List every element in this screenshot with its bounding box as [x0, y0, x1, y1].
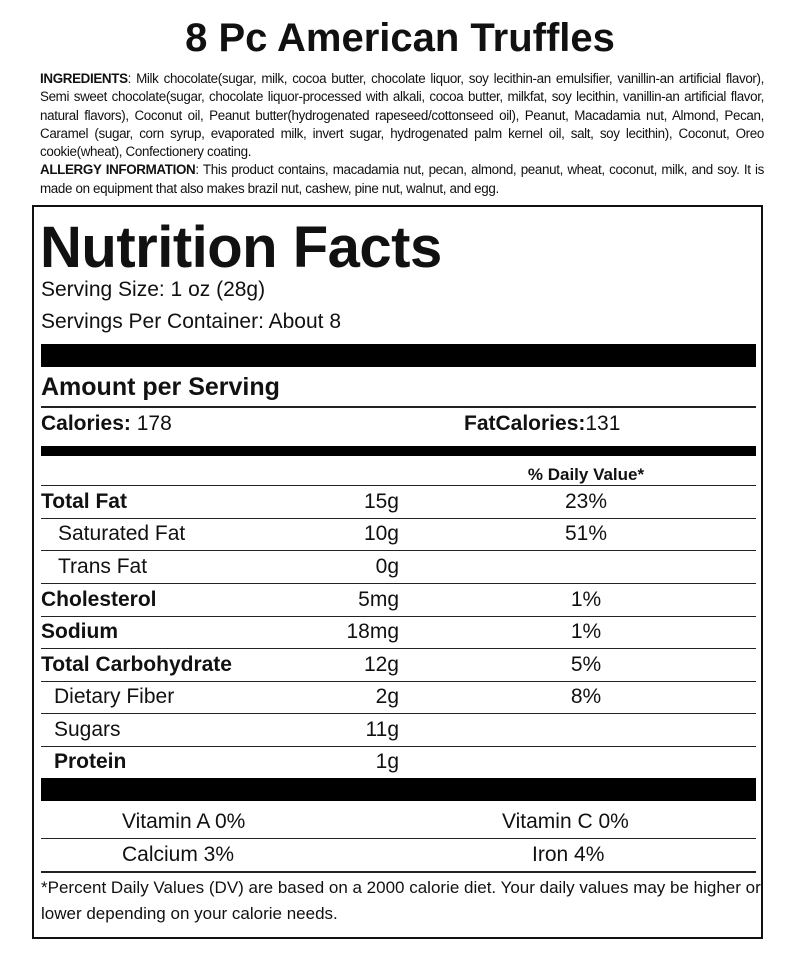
nutrient-amount-dietary-fiber: 2g: [375, 685, 399, 708]
vitamin-a: Vitamin A 0%: [122, 810, 246, 833]
nutrient-name-cholesterol: Cholesterol: [41, 588, 157, 611]
divider: [41, 406, 756, 408]
nutrient-amount-sodium: 18mg: [346, 620, 399, 643]
divider: [41, 550, 756, 551]
divider: [41, 518, 756, 519]
nutrient-name-saturated-fat: Saturated Fat: [58, 522, 186, 545]
calories-label: Calories:: [41, 412, 131, 435]
nutrient-name-total-carbohydrate: Total Carbohydrate: [41, 653, 232, 676]
daily-value-footnote: *Percent Daily Values (DV) are based on a 2000 calorie diet. Your daily values may be higher or lower depending on your calorie needs.: [41, 878, 761, 923]
nutrient-amount-total-carbohydrate: 12g: [363, 653, 399, 676]
thick-divider: [41, 344, 756, 367]
iron: Iron 4%: [532, 843, 605, 866]
divider: [41, 871, 756, 873]
nutrition-facts-panel: [32, 205, 763, 939]
ingredients-label: INGREDIENTS: [40, 71, 128, 86]
fat-calories-label: FatCalories:: [464, 412, 586, 435]
calories-row: [41, 411, 172, 437]
nutrient-dv-cholesterol: 1%: [570, 588, 602, 611]
nutrient-name-total-fat: Total Fat: [41, 490, 127, 513]
allergy-label: ALLERGY INFORMATION: [40, 162, 196, 178]
allergy-text: : This product contains, macadamia nut, pecan, almond, peanut, wheat, coconut, milk, and soy. It is made on equipment that also makes brazil nut, cashew, pine nut, walnut, and egg.: [40, 162, 765, 196]
divider: [41, 485, 756, 486]
ingredients-block: [40, 70, 764, 198]
nutrient-amount-saturated-fat: 10g: [363, 522, 399, 545]
nutrition-facts-heading: Nutrition Facts: [40, 215, 442, 280]
nutrient-amount-cholesterol: 5mg: [358, 588, 399, 611]
nutrient-name-sugars: Sugars: [54, 718, 121, 741]
nutrient-amount-total-fat: 15g: [363, 490, 399, 513]
nutrient-amount-sugars: 11g: [365, 718, 399, 741]
divider: [41, 838, 756, 839]
nutrient-amount-protein: 1g: [375, 750, 399, 773]
divider: [41, 583, 756, 584]
calories-value: 178: [136, 412, 172, 435]
nutrient-dv-saturated-fat: 51%: [564, 522, 608, 545]
divider: [41, 746, 756, 747]
divider: [41, 648, 756, 649]
nutrient-dv-sodium: 1%: [570, 620, 602, 643]
nutrient-name-dietary-fiber: Dietary Fiber: [54, 685, 175, 708]
vitamin-c: Vitamin C 0%: [502, 810, 629, 833]
medium-divider: [41, 446, 756, 456]
servings-per-container: Servings Per Container: About 8: [41, 310, 342, 333]
nutrient-name-sodium: Sodium: [41, 620, 118, 643]
daily-value-header: % Daily Value*: [527, 465, 645, 484]
nutrient-name-protein: Protein: [54, 750, 127, 773]
divider: [41, 713, 756, 714]
nutrient-dv-total-fat: 23%: [564, 490, 608, 513]
divider: [41, 616, 756, 617]
fat-calories-value: 131: [585, 412, 621, 435]
nutrient-amount-trans-fat: 0g: [375, 555, 399, 578]
thick-divider: [41, 778, 756, 801]
nutrient-dv-dietary-fiber: 8%: [570, 685, 602, 708]
ingredients-text: : Milk chocolate(sugar, milk, cocoa butter, chocolate liquor, soy lecithin-an emulsifier, vanillin-an artificial flavor), Semi sweet chocolate(sugar, chocolate liquor-processed with alkali, cocoa butter, milkfat, soy lecithin, vanillin-an artificial flavor, natural flavors), Coconut oil, Peanut butter(hydrogenated rapeseed/cottonseed oil), Peanut, Macadamia nut, Almond, Pecan, Caramel (sugar, corn syrup, evaporated milk, invert sugar, hydrogenated palm kernel oil, salt, soy lecithin), Coconut, Oreo cookie(wheat), Confectionery coating.: [40, 71, 764, 160]
calcium: Calcium 3%: [122, 843, 235, 866]
amount-per-serving: Amount per Serving: [41, 373, 280, 401]
serving-size: Serving Size: 1 oz (28g): [41, 278, 266, 301]
fat-calories-row: [464, 411, 620, 437]
nutrient-name-trans-fat: Trans Fat: [58, 555, 148, 578]
product-title: 8 Pc American Truffles: [185, 16, 615, 60]
divider: [41, 681, 756, 682]
nutrient-dv-total-carbohydrate: 5%: [570, 653, 602, 676]
